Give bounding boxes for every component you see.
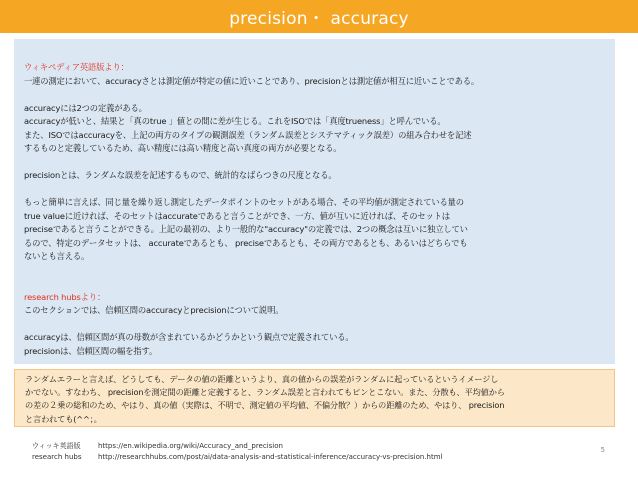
wiki-paragraph: するものと定義しているため、高い精度には高い精度と高い真度の両方が必要となる。 bbox=[24, 143, 342, 153]
wiki-paragraph: また、ISOではaccuracyを、上記の両方のタイプの観測誤差（ランダム誤差とシステマティック誤差）の組み合わせを記述 bbox=[24, 129, 472, 140]
reference-label: research hubs bbox=[32, 453, 82, 461]
wiki-paragraph: accuracyには2つの定義がある。 bbox=[24, 102, 147, 113]
note-line: と言われても(^^；。 bbox=[25, 413, 102, 424]
spacer bbox=[24, 264, 605, 278]
reference-row bbox=[32, 452, 442, 463]
spacer bbox=[24, 156, 605, 170]
page-title: precision・ accuracy bbox=[229, 9, 409, 29]
wiki-paragraph: ないとも言える。 bbox=[24, 251, 90, 261]
rh-paragraph: このセクションでは、信頼区間のaccuracyとprecisionについて説明。 bbox=[24, 305, 284, 315]
spacer bbox=[24, 88, 605, 102]
reference-url[interactable]: https://en.wikipedia.org/wiki/Accuracy_and_precision bbox=[98, 442, 283, 450]
wiki-paragraph: true valueに近ければ、そのセットはaccurateであると言うことができ、一方、値が互いに近ければ、そのセットは bbox=[24, 210, 450, 221]
footer-references bbox=[32, 441, 442, 463]
reference-label: ウィッキ英語版 bbox=[32, 442, 81, 450]
title-bar bbox=[0, 0, 638, 33]
wiki-paragraph: preciseであると言うことができる。上記の最初の、より一般的な"accuracy"の定義では、2つの概念は互いに独立してい bbox=[24, 224, 468, 234]
note-box bbox=[14, 369, 615, 427]
spacer bbox=[24, 183, 605, 197]
wiki-heading: ウィキペディア英語版より： bbox=[24, 62, 129, 72]
wiki-paragraph: 一連の測定において、accuracyさとは測定値が特定の値に近いことであり、precisionとは測定値が相互に近いことである。 bbox=[24, 75, 480, 86]
reference-url[interactable]: http://researchhubs.com/post/ai/data-analysis-and-statistical-inference/accuracy-vs-precision.html bbox=[98, 453, 443, 461]
reference-row bbox=[32, 441, 442, 452]
spacer bbox=[24, 277, 605, 291]
wiki-paragraph: accuracyが低いと、結果と「真のtrue 」値との間に差が生じる。これをISOでは「真度trueness」と呼んでいる。 bbox=[24, 116, 446, 126]
wiki-paragraph: るので、特定のデータセットは、 accurateであるとも、 preciseであるとも、その両方であるとも、あるいはどちらでも bbox=[24, 237, 468, 248]
wiki-paragraph: もっと簡単に言えば、同じ量を繰り返し測定したデータポイントのセットがある場合、その平均値が測定されている量の bbox=[24, 197, 464, 207]
note-line: かでない。すなわち、 precisionを測定間の距離と定義すると、ランダム誤差と言われてもピンとこない。また、分散も、平均値から bbox=[25, 387, 505, 398]
note-line: の差の２乗の総和のため、やはり、真の値（実際は、不明で、測定値の平均値、不偏分散？）からの距離のため、やはり、 precision bbox=[25, 400, 505, 411]
wiki-paragraph: precisionとは、ランダムな誤差を記述するもので、統計的なばらつきの尺度となる。 bbox=[24, 170, 337, 180]
spacer bbox=[24, 318, 605, 332]
research-hubs-heading: research hubsより： bbox=[24, 291, 106, 302]
note-line: ランダムエラーと言えば、どうしても、データの値の距離というより、真の値からの誤差がランダムに起っているというイメージし bbox=[25, 374, 499, 384]
rh-paragraph: accuracyは、信頼区間が真の母数が含まれているかどうかという観点で定義されている。 bbox=[24, 332, 354, 342]
page-number: 5 bbox=[600, 446, 605, 454]
main-content-box bbox=[14, 39, 615, 364]
rh-paragraph: precisionは、信頼区間の幅を指す。 bbox=[24, 345, 158, 356]
